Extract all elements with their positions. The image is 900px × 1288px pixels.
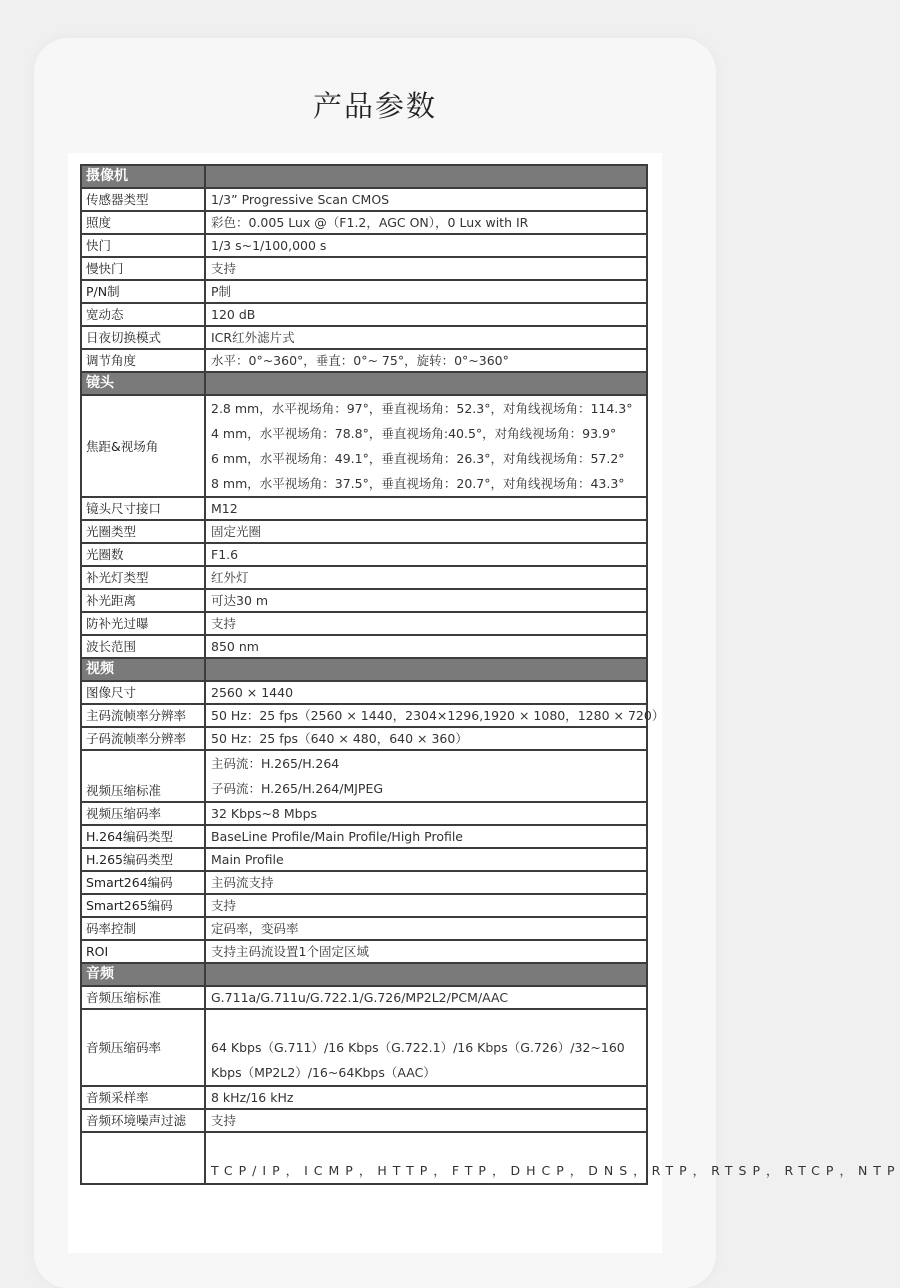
spec-value-line xyxy=(211,1010,641,1035)
spec-row xyxy=(81,986,647,1009)
spec-row xyxy=(81,940,647,963)
spec-label: 镜头尺寸接口 xyxy=(81,497,205,520)
spec-label: 音频环境噪声过滤 xyxy=(81,1109,205,1132)
spec-label: 主码流帧率分辨率 xyxy=(81,704,205,727)
spec-label: 慢快门 xyxy=(81,257,205,280)
section-header xyxy=(81,165,647,188)
spec-row xyxy=(81,395,647,497)
spec-value-line: 6 mm，水平视场角：49.1°，垂直视场角：26.3°，对角线视场角：57.2° xyxy=(211,451,625,466)
spec-row xyxy=(81,750,647,802)
spec-value xyxy=(205,1009,647,1086)
spec-row xyxy=(81,257,647,280)
spec-row xyxy=(81,1132,647,1184)
spec-value-line: TCP/IP，ICMP，HTTP，FTP，DHCP，DNS，RTP，RTSP，RTCP，NTP xyxy=(211,1163,900,1178)
section-header xyxy=(81,372,647,395)
spec-row xyxy=(81,543,647,566)
page-title: 产品参数 xyxy=(312,89,437,123)
spec-value: Main Profile xyxy=(205,848,647,871)
spec-label: ROI xyxy=(81,940,205,963)
spec-label: H.264编码类型 xyxy=(81,825,205,848)
spec-label: 日夜切换模式 xyxy=(81,326,205,349)
spec-value: 8 kHz/16 kHz xyxy=(205,1086,647,1109)
section-title: 音频 xyxy=(81,963,205,986)
spec-value: 红外灯 xyxy=(205,566,647,589)
spec-label: Smart265编码 xyxy=(81,894,205,917)
section-title: 视频 xyxy=(81,658,205,681)
spec-value: 定码率，变码率 xyxy=(205,917,647,940)
spec-row xyxy=(81,566,647,589)
spec-row xyxy=(81,635,647,658)
spec-label: 图像尺寸 xyxy=(81,681,205,704)
section-header-fill xyxy=(205,165,647,188)
spec-value-line: 8 mm，水平视场角：37.5°，垂直视场角：20.7°，对角线视场角：43.3° xyxy=(211,476,625,491)
spec-row xyxy=(81,1009,647,1086)
spec-label: 照度 xyxy=(81,211,205,234)
spec-label: P/N制 xyxy=(81,280,205,303)
spec-value: 主码流支持 xyxy=(205,871,647,894)
spec-label: 焦距&视场角 xyxy=(81,395,205,497)
spec-value: 850 nm xyxy=(205,635,647,658)
spec-value: G.711a/G.711u/G.722.1/G.726/MP2L2/PCM/AAC xyxy=(205,986,647,1009)
spec-label: 补光距离 xyxy=(81,589,205,612)
spec-row xyxy=(81,612,647,635)
spec-label: 波长范围 xyxy=(81,635,205,658)
spec-row xyxy=(81,349,647,372)
spec-row xyxy=(81,802,647,825)
spec-label: 防补光过曝 xyxy=(81,612,205,635)
spec-row xyxy=(81,497,647,520)
spec-value: 1/3” Progressive Scan CMOS xyxy=(205,188,647,211)
section-title: 摄像机 xyxy=(81,165,205,188)
spec-label: 光圈类型 xyxy=(81,520,205,543)
spec-value: ICR红外滤片式 xyxy=(205,326,647,349)
spec-value: 支持 xyxy=(205,894,647,917)
spec-row xyxy=(81,280,647,303)
spec-row xyxy=(81,1086,647,1109)
spec-value: F1.6 xyxy=(205,543,647,566)
spec-row xyxy=(81,894,647,917)
spec-value xyxy=(205,750,647,802)
spec-value-line: Kbps（MP2L2）/16~64Kbps（AAC） xyxy=(211,1065,436,1080)
spec-row xyxy=(81,520,647,543)
section-header-fill xyxy=(205,963,647,986)
spec-label: 宽动态 xyxy=(81,303,205,326)
spec-row xyxy=(81,303,647,326)
spec-label: H.265编码类型 xyxy=(81,848,205,871)
spec-row xyxy=(81,848,647,871)
spec-row xyxy=(81,188,647,211)
spec-value: 支持 xyxy=(205,257,647,280)
spec-label: 传感器类型 xyxy=(81,188,205,211)
spec-value xyxy=(205,1132,900,1184)
spec-value-line: 64 Kbps（G.711）/16 Kbps（G.722.1）/16 Kbps（G.726）/32~160 xyxy=(211,1040,625,1055)
spec-value: 固定光圈 xyxy=(205,520,647,543)
spec-label: 码率控制 xyxy=(81,917,205,940)
spec-value: 水平：0°~360°，垂直：0°~ 75°，旋转：0°~360° xyxy=(205,349,647,372)
section-title: 镜头 xyxy=(81,372,205,395)
spec-label: 光圈数 xyxy=(81,543,205,566)
spec-value-line xyxy=(211,1133,641,1158)
spec-label: 快门 xyxy=(81,234,205,257)
spec-value: 50 Hz：25 fps（2560 × 1440，2304×1296,1920 × 1080，1280 × 720） xyxy=(205,704,647,727)
spec-value: 1/3 s~1/100,000 s xyxy=(205,234,647,257)
spec-label: Smart264编码 xyxy=(81,871,205,894)
spec-label: 补光灯类型 xyxy=(81,566,205,589)
spec-label: 视频压缩码率 xyxy=(81,802,205,825)
spec-row xyxy=(81,727,647,750)
spec-row xyxy=(81,681,647,704)
spec-label: 调节角度 xyxy=(81,349,205,372)
spec-row xyxy=(81,326,647,349)
spec-value: 120 dB xyxy=(205,303,647,326)
spec-value-line: 2.8 mm，水平视场角：97°，垂直视场角：52.3°，对角线视场角：114.3° xyxy=(211,401,633,416)
spec-label: 音频采样率 xyxy=(81,1086,205,1109)
spec-row xyxy=(81,211,647,234)
spec-value: 支持主码流设置1个固定区域 xyxy=(205,940,647,963)
spec-value-line: 4 mm，水平视场角：78.8°，垂直视场角:40.5°，对角线视场角：93.9° xyxy=(211,426,617,441)
spec-row xyxy=(81,917,647,940)
spec-value: 彩色：0.005 Lux @（F1.2，AGC ON），0 Lux with IR xyxy=(205,211,647,234)
spec-value: BaseLine Profile/Main Profile/High Profile xyxy=(205,825,647,848)
spec-label: 音频压缩码率 xyxy=(81,1009,205,1086)
spec-label xyxy=(81,1132,205,1184)
section-header-fill xyxy=(205,658,647,681)
spec-label: 视频压缩标准 xyxy=(81,750,205,802)
spec-value: 支持 xyxy=(205,612,647,635)
spec-row xyxy=(81,589,647,612)
spec-label: 音频压缩标准 xyxy=(81,986,205,1009)
section-header xyxy=(81,658,647,681)
spec-value: 2560 × 1440 xyxy=(205,681,647,704)
spec-value: P制 xyxy=(205,280,647,303)
spec-table xyxy=(80,164,900,1185)
spec-value: 32 Kbps~8 Mbps xyxy=(205,802,647,825)
spec-row xyxy=(81,234,647,257)
spec-value-line: 子码流：H.265/H.264/MJPEG xyxy=(211,781,384,796)
spec-value: 50 Hz：25 fps（640 × 480，640 × 360） xyxy=(205,727,647,750)
section-header xyxy=(81,963,647,986)
spec-value: 支持 xyxy=(205,1109,647,1132)
spec-label: 子码流帧率分辨率 xyxy=(81,727,205,750)
spec-row xyxy=(81,1109,647,1132)
spec-value xyxy=(205,395,647,497)
spec-value: 可达30 m xyxy=(205,589,647,612)
spec-row xyxy=(81,704,647,727)
section-header-fill xyxy=(205,372,647,395)
spec-value-line: 主码流：H.265/H.264 xyxy=(211,756,340,771)
spec-row xyxy=(81,825,647,848)
spec-row xyxy=(81,871,647,894)
spec-value: M12 xyxy=(205,497,647,520)
